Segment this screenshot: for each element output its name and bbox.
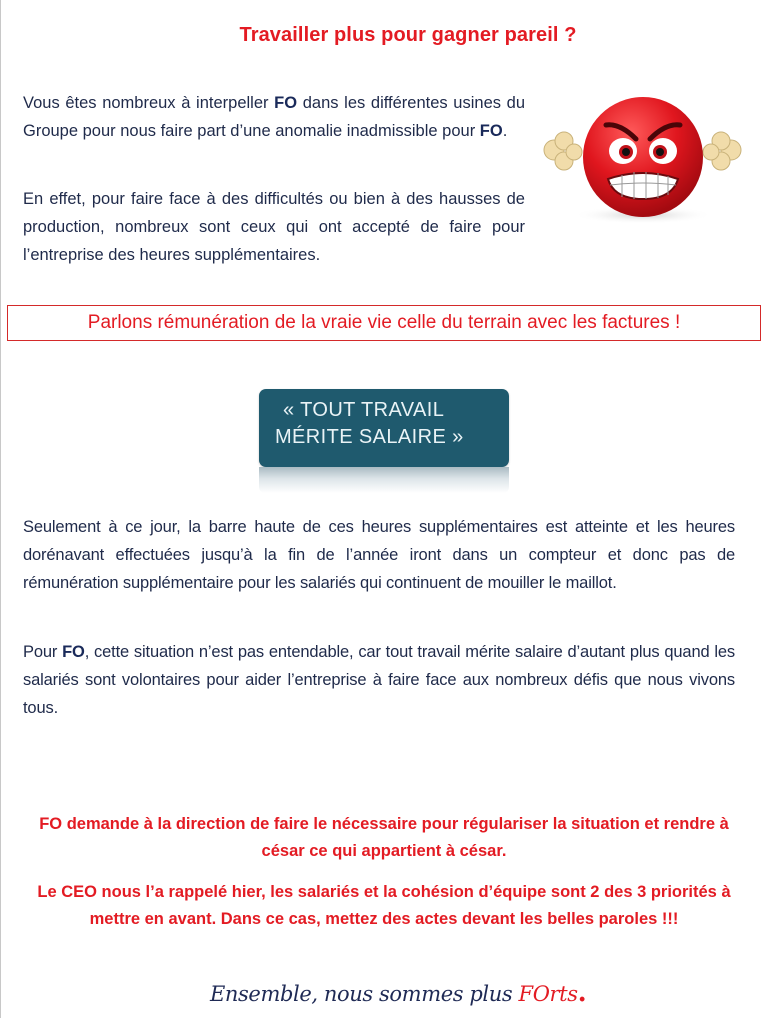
slogan-line-1: « TOUT TRAVAIL xyxy=(283,399,445,421)
page-left-border xyxy=(0,0,1,1018)
body-paragraph-2 xyxy=(23,638,735,722)
ceo-paragraph: Le CEO nous l’a rappelé hier, les salariés et la cohésion d’équipe sont 2 des 3 priorités à mettre en avant. Dans ce cas, mettez des actes devant les belles paroles !!! xyxy=(37,883,731,928)
angry-face-emoji-icon xyxy=(540,95,745,225)
demand-paragraph: FO demande à la direction de faire le nécessaire pour régulariser la situation et rendre à césar ce qui appartient à césar. xyxy=(39,815,729,860)
body-paragraph-1: Seulement à ce jour, la barre haute de ces heures supplémentaires est atteinte et les heures dorénavant effectuées jusqu’à la fin de l’année iront dans un compteur et donc pas de rémunération supplémentaire pour les salariés qui continuent de mouiller le maillot. xyxy=(23,518,735,592)
text-run: . xyxy=(502,122,508,140)
signature-dot: . xyxy=(577,978,587,1008)
text-run: Vous êtes nombreux à interpeller xyxy=(23,94,275,112)
fo-emphasis: FO xyxy=(479,122,503,140)
signature-highlight: FOrts xyxy=(518,982,578,1006)
intro-paragraph-1 xyxy=(23,89,525,145)
slogan-line-2: MÉRITE SALAIRE » xyxy=(275,426,464,448)
highlight-banner: Parlons rémunération de la vraie vie celle du terrain avec les factures ! xyxy=(7,305,761,341)
text-run: Pour xyxy=(23,643,63,661)
text-run: , cette situation n’est pas entendable, car tout travail mérite salaire d’autant plus quand les salariés sont volontaires pour aider l’entreprise à faire face aux nombreux défis que nous vivons tous. xyxy=(23,643,736,717)
fo-emphasis: FO xyxy=(62,643,85,661)
signature xyxy=(210,978,586,1008)
page-title: Travailler plus pour gagner pareil ? xyxy=(239,24,577,46)
signature-prefix: Ensemble, nous sommes plus xyxy=(210,982,519,1006)
slogan-badge xyxy=(259,389,509,467)
intro-paragraph-2: En effet, pour faire face à des difficultés ou bien à des hausses de production, nombreux sont ceux qui ont accepté de faire pour l’entreprise des heures supplémentaires. xyxy=(23,190,525,264)
slogan-badge-reflection xyxy=(259,467,509,493)
fo-emphasis: FO xyxy=(274,94,298,112)
text-run: dans les différentes usines du Groupe pour nous faire part d’une anomalie inadmissible pour xyxy=(23,94,526,140)
